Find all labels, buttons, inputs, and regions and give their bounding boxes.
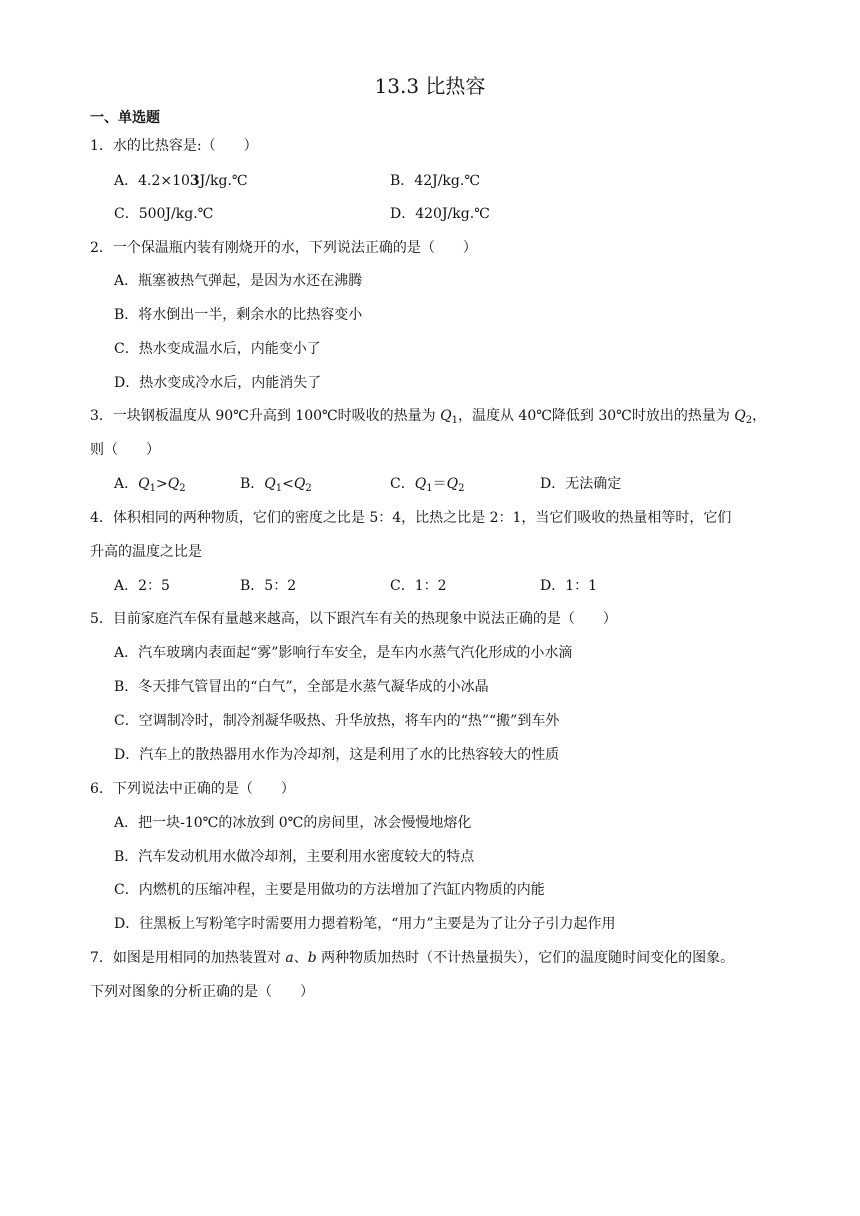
question-1-option-d: D．420J/kg.℃	[390, 206, 490, 222]
question-1-option-b: B．42J/kg.℃	[390, 173, 480, 189]
question-3-option-b: B．$Q_1<Q_2$	[240, 476, 312, 494]
question-2-stem: 2．一个保温瓶内装有刚烧开的水，下列说法正确的是（ ）	[90, 240, 477, 256]
question-4-option-b: B．5：2	[240, 578, 297, 594]
question-1-option-a: A．4.2×103J/kg.℃	[114, 173, 248, 189]
question-6-option-d: D．往黑板上写粉笔字时需要用力摁着粉笔，“用力”主要是为了让分子引力起作用	[114, 916, 616, 932]
question-2-option-a: A．瓶塞被热气弹起，是因为水还在沸腾	[114, 273, 363, 289]
question-4-stem: 4．体积相同的两种物质，它们的密度之比是 5：4，比热之比是 2：1，当它们吸收的热量相等时，它们	[90, 510, 732, 526]
question-3-option-a: A．$Q_1>Q_2$	[114, 476, 186, 494]
page-title: 13.3 比热容	[374, 74, 486, 98]
question-7-stem: 7．如图是用相同的加热装置对 a、b 两种物质加热时（不计热量损失），它们的温度随时间变化的图象。	[90, 950, 735, 966]
question-4-stem-cont: 升高的温度之比是	[90, 544, 202, 560]
question-5-stem: 5．目前家庭汽车保有量越来越高，以下跟汽车有关的热现象中说法正确的是（ ）	[90, 611, 617, 627]
question-3-option-c: C．$Q_1=Q_2$	[390, 476, 465, 494]
section-heading: 一、单选题	[90, 110, 160, 126]
question-5-option-c: C．空调制冷时，制冷剂凝华吸热、升华放热，将车内的“热”“搬”到车外	[114, 713, 560, 729]
question-3-stem: 3．一块钢板温度从 90℃升高到 100℃时吸收的热量为 $Q_1$，温度从 40℃降低到 30℃时放出的热量为 $Q_2$，	[90, 408, 767, 426]
question-1-stem: 1．水的比热容是:（ ）	[90, 138, 258, 154]
question-2-option-d: D．热水变成冷水后，内能消失了	[114, 375, 322, 391]
question-2-option-b: B．将水倒出一半，剩余水的比热容变小	[114, 307, 363, 323]
question-5-option-b: B．冬天排气管冒出的“白气”，全部是水蒸气凝华成的小冰晶	[114, 679, 489, 695]
question-5-option-d: D．汽车上的散热器用水作为冷却剂，这是利用了水的比热容较大的性质	[114, 747, 560, 763]
question-6-option-b: B．汽车发动机用水做冷却剂，主要利用水密度较大的特点	[114, 849, 475, 865]
question-1-option-c: C．500J/kg.℃	[114, 206, 214, 222]
question-7-stem-cont: 下列对图象的分析正确的是（ ）	[90, 984, 314, 1000]
question-4-option-a: A．2：5	[114, 578, 170, 594]
question-3-stem-cont: 则（ ）	[90, 442, 160, 458]
question-6-option-c: C．内燃机的压缩冲程，主要是用做功的方法增加了汽缸内物质的内能	[114, 882, 545, 898]
question-4-option-c: C．1：2	[390, 578, 447, 594]
question-5-option-a: A．汽车玻璃内表面起“雾”影响行车安全，是车内水蒸气汽化形成的小水滴	[114, 645, 573, 661]
question-4-option-d: D．1：1	[540, 578, 598, 594]
question-6-stem: 6．下列说法中正确的是（ ）	[90, 781, 295, 797]
question-6-option-a: A．把一块-10℃的冰放到 0℃的房间里，冰会慢慢地熔化	[114, 815, 472, 831]
question-2-option-c: C．热水变成温水后，内能变小了	[114, 341, 321, 357]
question-3-option-d: D．无法确定	[540, 476, 622, 492]
